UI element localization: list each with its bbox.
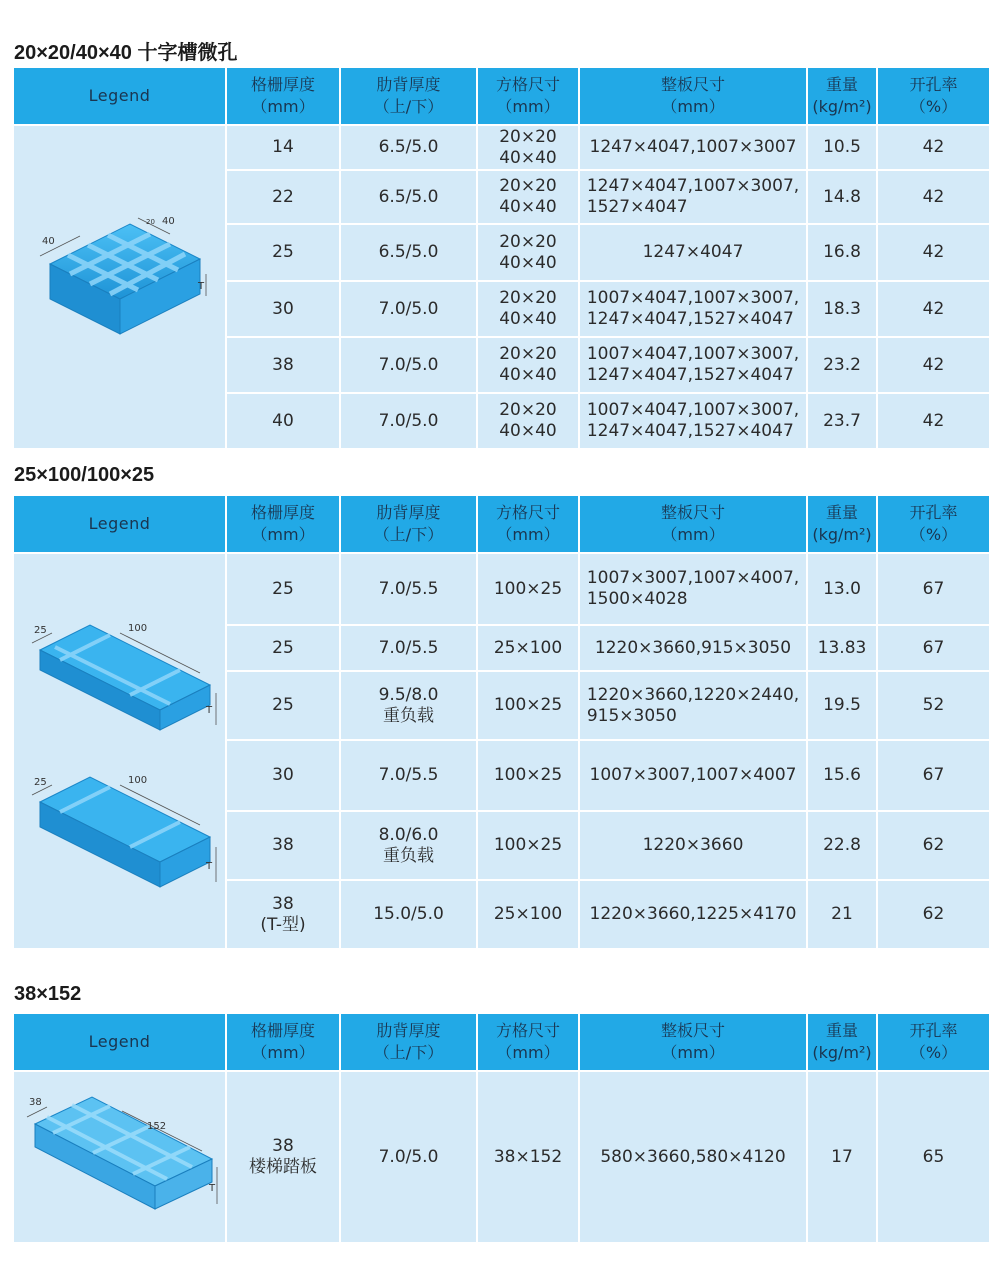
dim-label-b: 100 xyxy=(127,775,147,786)
cell-bar: 7.0/5.0 xyxy=(341,338,476,392)
cell-panel: 1247×4047,1007×3007 xyxy=(580,126,806,169)
cell-open: 42 xyxy=(878,171,989,223)
cell-weight: 23.2 xyxy=(808,338,876,392)
cell-weight: 17 xyxy=(808,1072,876,1242)
header-open: 开孔率 （%） xyxy=(878,1014,989,1070)
cell-open: 42 xyxy=(878,282,989,336)
cell-mesh: 20×20 40×40 xyxy=(478,338,578,392)
cell-weight: 16.8 xyxy=(808,225,876,280)
cross-grating-diagram xyxy=(20,204,220,364)
cell-weight: 10.5 xyxy=(808,126,876,169)
header-open: 开孔率 （%） xyxy=(878,68,989,124)
cell-bar: 7.0/5.0 xyxy=(341,1072,476,1242)
cell-thickness: 38 楼梯踏板 xyxy=(227,1072,339,1242)
cell-panel: 1007×3007,1007×4007 xyxy=(580,741,806,810)
cell-open: 62 xyxy=(878,812,989,879)
dim-label-t: T xyxy=(205,705,212,716)
cell-panel: 1247×4047,1007×3007, 1527×4047 xyxy=(580,171,806,223)
header-bar: 肋背厚度 （上/下） xyxy=(341,68,476,124)
header-mesh: 方格尺寸 （mm） xyxy=(478,496,578,552)
legend-cell xyxy=(14,126,225,448)
cell-thickness: 30 xyxy=(227,741,339,810)
dim-label-a: 25 xyxy=(33,777,47,788)
cell-bar: 7.0/5.5 xyxy=(341,741,476,810)
header-legend: Legend xyxy=(14,496,225,552)
cell-weight: 18.3 xyxy=(808,282,876,336)
dim-label-a: 40 xyxy=(41,236,55,247)
cell-bar: 7.0/5.5 xyxy=(341,626,476,670)
cell-bar: 8.0/6.0 重负载 xyxy=(341,812,476,879)
cell-thickness: 14 xyxy=(227,126,339,169)
header-legend: Legend xyxy=(14,68,225,124)
cell-panel: 1247×4047 xyxy=(580,225,806,280)
header-mesh: 方格尺寸 （mm） xyxy=(478,68,578,124)
cell-mesh: 20×20 40×40 xyxy=(478,171,578,223)
header-mesh: 方格尺寸 （mm） xyxy=(478,1014,578,1070)
cell-weight: 22.8 xyxy=(808,812,876,879)
cell-open: 62 xyxy=(878,881,989,948)
section2-table xyxy=(12,494,991,950)
header-legend: Legend xyxy=(14,1014,225,1070)
cell-weight: 13.83 xyxy=(808,626,876,670)
cell-mesh: 38×152 xyxy=(478,1072,578,1242)
cell-open: 65 xyxy=(878,1072,989,1242)
cell-thickness: 38 xyxy=(227,812,339,879)
cell-thickness: 25 xyxy=(227,672,339,739)
header-row xyxy=(14,1014,989,1070)
cell-bar: 9.5/8.0 重负载 xyxy=(341,672,476,739)
section2-title: 25×100/100×25 xyxy=(14,464,155,486)
dim-label-t: T xyxy=(197,281,204,292)
cell-thickness: 22 xyxy=(227,171,339,223)
cell-open: 42 xyxy=(878,225,989,280)
header-panel: 整板尺寸 （mm） xyxy=(580,1014,806,1070)
header-weight: 重量 (kg/m²) xyxy=(808,496,876,552)
cell-bar: 6.5/5.0 xyxy=(341,171,476,223)
cell-mesh: 100×25 xyxy=(478,741,578,810)
stair-tread-diagram xyxy=(17,1079,222,1229)
cell-thickness: 38 (T-型) xyxy=(227,881,339,948)
cell-panel: 1220×3660 xyxy=(580,812,806,879)
cell-panel: 1007×4047,1007×3007, 1247×4047,1527×4047 xyxy=(580,394,806,448)
dim-label-b: 20 xyxy=(145,218,155,226)
dim-label-b: 152 xyxy=(147,1121,167,1132)
legend-cell xyxy=(14,554,225,948)
cell-thickness: 25 xyxy=(227,626,339,670)
cell-weight: 23.7 xyxy=(808,394,876,448)
dim-label-t: T xyxy=(209,1183,216,1194)
cell-panel: 1007×3007,1007×4007, 1500×4028 xyxy=(580,554,806,624)
cell-mesh: 20×20 40×40 xyxy=(478,225,578,280)
dim-label-a: 38 xyxy=(29,1097,42,1108)
legend-cell xyxy=(14,1072,225,1242)
cell-bar: 7.0/5.5 xyxy=(341,554,476,624)
cell-mesh: 20×20 40×40 xyxy=(478,282,578,336)
cell-open: 67 xyxy=(878,554,989,624)
header-bar: 肋背厚度 （上/下） xyxy=(341,1014,476,1070)
cell-mesh: 20×20 40×40 xyxy=(478,126,578,169)
cell-mesh: 100×25 xyxy=(478,672,578,739)
cell-mesh: 100×25 xyxy=(478,554,578,624)
header-row xyxy=(14,68,989,124)
cell-weight: 14.8 xyxy=(808,171,876,223)
cell-bar: 15.0/5.0 xyxy=(341,881,476,948)
table-row xyxy=(14,554,989,624)
header-open: 开孔率 （%） xyxy=(878,496,989,552)
header-thickness: 格栅厚度 （mm） xyxy=(227,68,339,124)
section1-table xyxy=(12,66,991,450)
header-panel: 整板尺寸 （mm） xyxy=(580,496,806,552)
cell-weight: 21 xyxy=(808,881,876,948)
cell-weight: 19.5 xyxy=(808,672,876,739)
cell-open: 42 xyxy=(878,338,989,392)
header-weight: 重量 (kg/m²) xyxy=(808,1014,876,1070)
cell-mesh: 25×100 xyxy=(478,881,578,948)
section1-title: 20×20/40×40 十字槽微孔 xyxy=(14,42,238,64)
cell-open: 67 xyxy=(878,741,989,810)
cell-open: 42 xyxy=(878,126,989,169)
cell-thickness: 40 xyxy=(227,394,339,448)
dim-label-t: T xyxy=(205,861,212,872)
header-weight: 重量 (kg/m²) xyxy=(808,68,876,124)
dim-label-b: 100 xyxy=(127,623,147,634)
cell-thickness: 25 xyxy=(227,554,339,624)
cell-open: 52 xyxy=(878,672,989,739)
header-row xyxy=(14,496,989,552)
cell-bar: 7.0/5.0 xyxy=(341,282,476,336)
cell-open: 67 xyxy=(878,626,989,670)
dim-label-a: 25 xyxy=(33,625,47,636)
bar-grating-diagram-1 xyxy=(20,605,220,745)
cell-thickness: 25 xyxy=(227,225,339,280)
cell-weight: 15.6 xyxy=(808,741,876,810)
dim-label-c: 40 xyxy=(161,216,175,227)
cell-bar: 6.5/5.0 xyxy=(341,225,476,280)
section3-table xyxy=(12,1012,991,1244)
cell-bar: 7.0/5.0 xyxy=(341,394,476,448)
bar-grating-diagram-2 xyxy=(20,757,220,897)
cell-bar: 6.5/5.0 xyxy=(341,126,476,169)
table-row xyxy=(14,126,989,169)
cell-panel: 1007×4047,1007×3007, 1247×4047,1527×4047 xyxy=(580,338,806,392)
cell-mesh: 20×20 40×40 xyxy=(478,394,578,448)
cell-mesh: 100×25 xyxy=(478,812,578,879)
cell-weight: 13.0 xyxy=(808,554,876,624)
header-thickness: 格栅厚度 （mm） xyxy=(227,496,339,552)
header-thickness: 格栅厚度 （mm） xyxy=(227,1014,339,1070)
table-row xyxy=(14,1072,989,1242)
header-bar: 肋背厚度 （上/下） xyxy=(341,496,476,552)
header-panel: 整板尺寸 （mm） xyxy=(580,68,806,124)
cell-panel: 1220×3660,1220×2440, 915×3050 xyxy=(580,672,806,739)
cell-panel: 1007×4047,1007×3007, 1247×4047,1527×4047 xyxy=(580,282,806,336)
cell-mesh: 25×100 xyxy=(478,626,578,670)
cell-panel: 1220×3660,915×3050 xyxy=(580,626,806,670)
cell-thickness: 30 xyxy=(227,282,339,336)
cell-open: 42 xyxy=(878,394,989,448)
cell-panel: 580×3660,580×4120 xyxy=(580,1072,806,1242)
section3-title: 38×152 xyxy=(14,983,82,1005)
cell-panel: 1220×3660,1225×4170 xyxy=(580,881,806,948)
cell-thickness: 38 xyxy=(227,338,339,392)
